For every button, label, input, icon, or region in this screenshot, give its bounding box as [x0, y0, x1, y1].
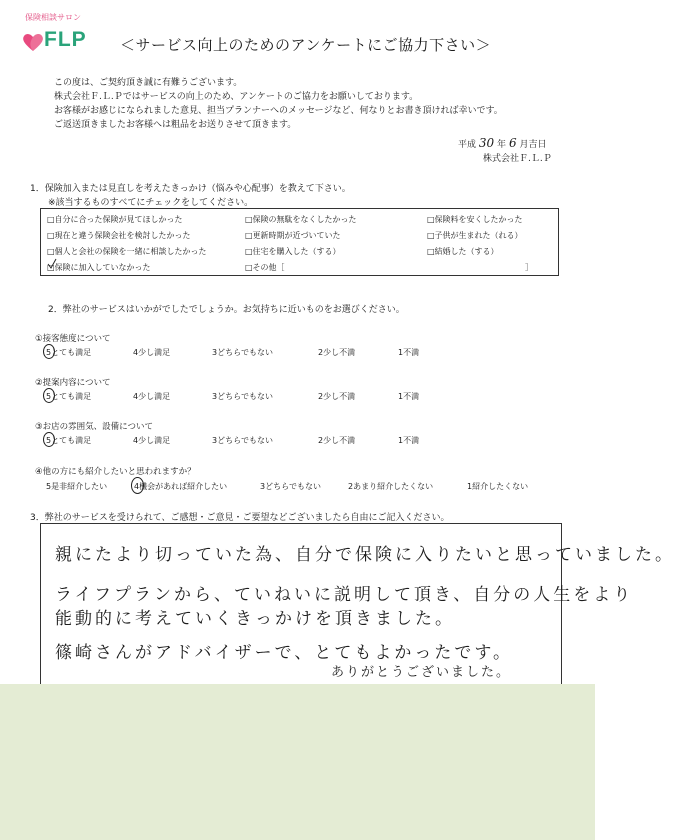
q1-title: 1．保険加入または見直しを考えたきっかけ（悩みや心配事）を教えて下さい。 [30, 184, 351, 194]
q2-scale-option[interactable]: 5とても満足 [46, 392, 92, 401]
q1-option[interactable]: □保険の無駄をなくしたかった [245, 215, 357, 224]
q2-scale-option[interactable]: 4少し満足 [133, 436, 171, 445]
q2-scale-option[interactable]: 5とても満足 [46, 348, 92, 357]
date-year: 30 [478, 136, 495, 150]
date-era: 平成 [458, 140, 477, 150]
q1-option[interactable]: □現在と違う保険会社を検討したかった [47, 231, 191, 240]
date-month: 6 [508, 136, 517, 150]
handwritten-comment-line: 篠崎さんがアドバイザーで、とてもよかったです。 [55, 643, 513, 663]
q1-option[interactable]: □住宅を購入した（する） [245, 247, 341, 256]
check-mark-icon [47, 259, 57, 269]
handwritten-comment-line: 能動的に考えていくきっかけを頂きました。 [55, 609, 455, 629]
comment-box[interactable] [40, 523, 675, 684]
page-title: ＜サービス向上のためのアンケートにご協力下さい＞ [120, 36, 492, 54]
intro-line: 株式会社Ｆ.Ｌ.Ｐではサービスの向上のため、アンケートのご協力をお願いしております。 [54, 92, 419, 102]
q2-scale-option[interactable]: 5とても満足 [46, 436, 92, 445]
q1-option[interactable]: □保険料を安くしたかった [427, 215, 523, 224]
q2-title: 2．弊社のサービスはいかがでしたでしょうか。お気持ちに近いものをお選びください。 [48, 305, 405, 315]
q1-option[interactable]: □子供が生まれた（れる） [427, 231, 523, 240]
q2-scale-option[interactable]: 4少し満足 [133, 348, 171, 357]
q2-scale-option[interactable]: 2少し不満 [318, 436, 356, 445]
selection-mark [43, 432, 55, 447]
handwritten-comment-line: ライフプランから、ていねいに説明して頂き、自分の人生をより [55, 585, 634, 605]
q1-option-checked[interactable]: □保険に加入していなかった [47, 263, 151, 272]
q1-option[interactable]: □結婚した（する） [427, 247, 499, 256]
intro-text [54, 76, 503, 132]
selection-mark [43, 388, 55, 403]
q3-title: 3．弊社のサービスを受けられて、ご感想・ご意見・ご要望などございましたら自由にご記入ください。 [30, 513, 450, 523]
logo-tagline: 保険相談サロン [25, 13, 81, 22]
q1-note: ※該当するものすべてにチェックをしてください。 [48, 198, 254, 208]
company-name: 株式会社Ｆ.Ｌ.Ｐ [483, 154, 552, 164]
q2-scale-option[interactable]: 3どちらでもない [212, 348, 274, 357]
q1-option-other-close: ］ [525, 263, 533, 272]
intro-line: この度は、ご契約頂き誠に有難うございます。 [54, 78, 243, 88]
q1-option[interactable]: □自分に合った保険が見てほしかった [47, 215, 183, 224]
q2-recommend-option[interactable]: 5是非紹介したい [46, 482, 108, 491]
intro-line: ご返送頂きましたお客様へは粗品をお送りさせて頂きます。 [54, 120, 297, 130]
heart-icon [22, 32, 44, 52]
q2-scale-option[interactable]: 3どちらでもない [212, 392, 274, 401]
q2-recommend-option[interactable]: 3どちらでもない [260, 482, 322, 491]
q2-scale-option[interactable]: 2少し不満 [318, 392, 356, 401]
date-year-unit: 年 [497, 140, 507, 150]
intro-line: お客様がお感じになられました意見、担当プランナーへのメッセージなど、何なりとお書き頂ければ幸いです。 [54, 106, 503, 116]
selection-mark [131, 477, 144, 494]
flp-logo [22, 12, 112, 58]
q2-recommend-option[interactable]: 1紹介したくない [467, 482, 529, 491]
footer-band [0, 684, 595, 840]
q2-item-label: ③お店の雰囲気、設備について [35, 422, 153, 432]
q2-item-label: ②提案内容について [35, 378, 111, 388]
q1-option[interactable]: □個人と会社の保険を一緒に相談したかった [47, 247, 207, 256]
q2-recommend-option[interactable]: 2あまり紹介したくない [348, 482, 434, 491]
q2-scale-option[interactable]: 1不満 [398, 392, 420, 401]
q1-option[interactable]: □更新時期が近づいていた [245, 231, 341, 240]
q2-scale-option[interactable]: 2少し不満 [318, 348, 356, 357]
handwritten-comment-line: 親にたより切っていた為、自分で保険に入りたいと思っていました。 [55, 545, 675, 565]
handwritten-comment-line: ありがとうございました。 [331, 665, 512, 680]
q2-scale-option[interactable]: 1不満 [398, 348, 420, 357]
date-month-unit: 月吉日 [519, 140, 547, 150]
q2-item-label: ①接客態度について [35, 334, 111, 344]
selection-mark [43, 344, 55, 359]
q2-scale-option[interactable]: 1不満 [398, 436, 420, 445]
q2-scale-option[interactable]: 4少し満足 [133, 392, 171, 401]
q1-checkbox-table [40, 208, 559, 276]
q2-recommend-label: ④他の方にも紹介したいと思われますか？ [35, 467, 196, 477]
q2-recommend-option[interactable]: 4機会があれば紹介したい [134, 482, 228, 491]
q2-scale-option[interactable]: 3どちらでもない [212, 436, 274, 445]
q1-option-other[interactable]: □その他［ [245, 263, 285, 272]
date [458, 136, 546, 150]
logo-brand: FLP [44, 28, 87, 51]
